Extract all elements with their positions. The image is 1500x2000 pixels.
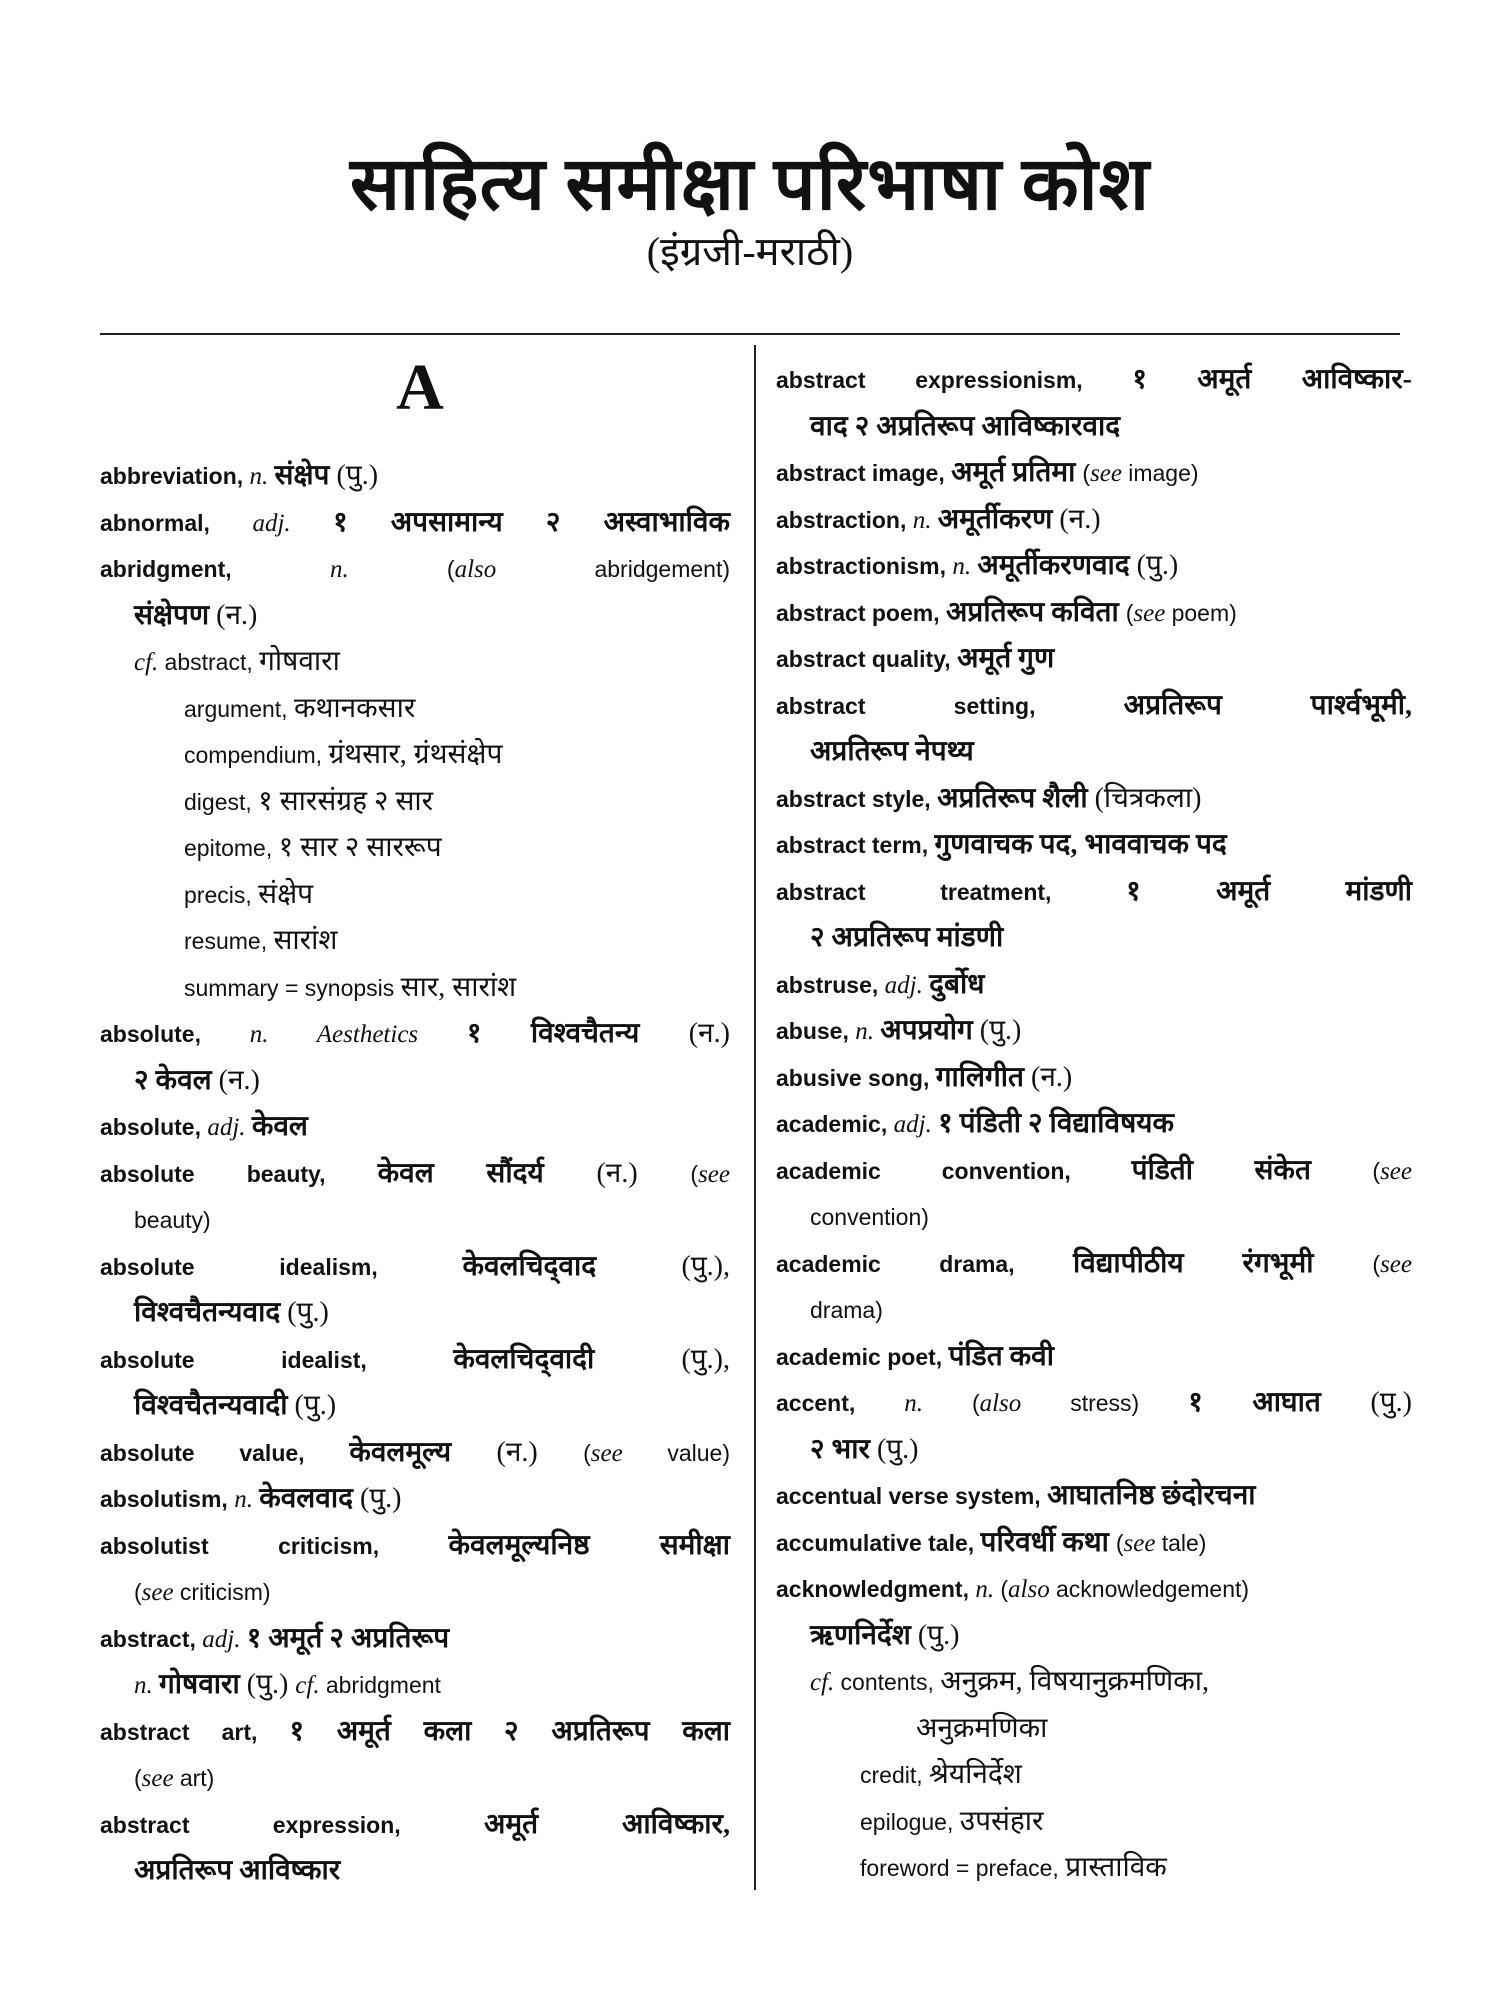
entry-text: resume,: [184, 928, 274, 954]
entry-text: image): [1128, 460, 1199, 486]
dictionary-entry: [100, 1104, 730, 1151]
entry-text: (पु.): [294, 1390, 337, 1421]
entry-text: गुणवाचक पद, भाववाचक पद: [934, 829, 1227, 860]
grammar-note: cf.: [134, 649, 165, 676]
entry-text: abridgment: [325, 1672, 441, 1698]
entry-text: केवलवाद: [259, 1483, 360, 1514]
page-title: साहित्य समीक्षा परिभाषा कोश: [349, 144, 1151, 226]
grammar-note: adj.: [202, 1625, 247, 1653]
headword: abnormal,: [100, 509, 253, 536]
entry-text: (पु.): [1136, 550, 1179, 581]
entry-text: अमूर्त प्रतिमा: [951, 457, 1083, 488]
dictionary-entry: [100, 1151, 730, 1198]
entry-continuation: [776, 729, 1412, 776]
entry-text: (: [1115, 1529, 1124, 1556]
entry-text: (पु.),: [681, 1250, 730, 1282]
entry-continuation: [100, 1848, 730, 1895]
headword: abuse,: [776, 1018, 856, 1044]
entry-text: केवलचिद्‌वाद: [462, 1250, 682, 1282]
grammar-note: n.: [329, 556, 447, 583]
headword: abstract expression,: [100, 1811, 484, 1838]
entry-text: विद्यापीठीय रंगभूमी: [1072, 1247, 1373, 1279]
headword: abridgment,: [100, 556, 330, 582]
dictionary-entry: [100, 453, 730, 500]
entry-text: abridgement): [594, 556, 730, 582]
entry-text: poem): [1171, 599, 1237, 626]
entry-text: convention): [810, 1204, 929, 1230]
entry-continuation: [100, 872, 730, 919]
grammar-note: see: [590, 1439, 668, 1467]
entry-continuation: [100, 918, 730, 965]
entry-text: गालिगीत: [935, 1061, 1031, 1093]
grammar-note: adj.: [252, 509, 334, 537]
entry-continuation: [100, 1383, 730, 1430]
headword: abstract quality,: [776, 646, 958, 672]
entry-text: (न.): [218, 1064, 260, 1096]
dictionary-entry: [100, 1244, 730, 1291]
grammar-note: n.: [134, 1672, 159, 1699]
entry-text: (पु.): [876, 1433, 919, 1465]
entry-text: stress): [1070, 1390, 1189, 1416]
headword: accent,: [776, 1390, 905, 1416]
entry-text: सार, सारांश: [400, 971, 517, 1003]
grammar-note: see: [1380, 1157, 1412, 1185]
entry-text: precis,: [184, 881, 259, 908]
entry-continuation: [100, 1569, 730, 1616]
grammar-note: cf.: [295, 1672, 326, 1699]
headword: academic convention,: [776, 1157, 1132, 1184]
dictionary-entry: [100, 1337, 730, 1384]
dictionary-entry: [776, 776, 1412, 823]
entry-continuation: [776, 1799, 1412, 1846]
entry-continuation: [776, 915, 1412, 962]
entry-text: acknowledgement): [1055, 1576, 1250, 1602]
entry-continuation: [100, 686, 730, 733]
entry-continuation: [100, 1197, 730, 1244]
entry-text: केवलमूल्य: [349, 1436, 497, 1468]
section-letter: A: [396, 351, 444, 424]
entry-text: वाद २ अप्रतिरूप आविष्कारवाद: [810, 410, 1121, 442]
entry-continuation: [100, 1290, 730, 1337]
grammar-note: n.: [249, 463, 275, 490]
headword: abstraction,: [776, 506, 913, 533]
dictionary-entry: [100, 1616, 730, 1663]
headword: abstractionism,: [776, 553, 953, 579]
headword: absolute idealist,: [100, 1346, 454, 1373]
dictionary-entry: [776, 1473, 1412, 1520]
headword: absolute idealism,: [100, 1253, 463, 1280]
headword: abstract image,: [776, 460, 952, 486]
dictionary-entry: [776, 683, 1412, 730]
entry-text: १ सारसंग्रह २ सार: [258, 785, 434, 817]
dictionary-entry: [776, 1241, 1412, 1288]
grammar-note: cf.: [810, 1669, 841, 1696]
entry-text: श्रेयनिर्देश: [929, 1759, 1022, 1790]
grammar-note: also: [454, 556, 595, 583]
entry-text: (: [1000, 1576, 1009, 1602]
entry-text: criticism): [179, 1579, 271, 1605]
headword: abstract art,: [100, 1718, 290, 1745]
entry-text: (: [1372, 1250, 1381, 1277]
entry-text: (: [690, 1160, 699, 1187]
entry-text: १ अपसामान्य २ अस्वाभाविक: [333, 506, 730, 538]
entry-continuation: [776, 1287, 1412, 1334]
entry-text: कथानकसार: [293, 692, 416, 724]
entry-text: अपप्रयोग: [880, 1015, 980, 1046]
entry-continuation: [776, 1613, 1412, 1660]
entry-text: drama): [810, 1297, 883, 1323]
entry-continuation: [100, 965, 730, 1012]
entry-text: (: [971, 1390, 980, 1416]
dictionary-entry: [776, 1055, 1412, 1102]
entry-text: १ अमूर्त आविष्कार-: [1132, 364, 1412, 395]
headword: accumulative tale,: [776, 1529, 981, 1556]
entry-text: art): [179, 1765, 215, 1791]
grammar-note: see: [698, 1160, 730, 1188]
entry-text: केवलचिद्‌वादी: [453, 1343, 682, 1375]
entry-text: १ विश्वचैतन्य: [466, 1018, 689, 1049]
grammar-note: n. Aesthetics: [249, 1021, 467, 1048]
entry-continuation: [776, 1706, 1412, 1753]
headword: abstract poem,: [776, 599, 946, 626]
headword: absolute beauty,: [100, 1160, 378, 1187]
entry-text: contents,: [840, 1669, 941, 1695]
entry-text: अमूर्त गुण: [957, 643, 1055, 674]
dictionary-entry: [100, 1802, 730, 1849]
entry-text: (न.): [688, 1018, 730, 1049]
dictionary-entry: [776, 1380, 1412, 1427]
entry-continuation: [776, 404, 1412, 451]
headword: abstract treatment,: [776, 878, 1127, 905]
grammar-note: n.: [904, 1390, 972, 1417]
grammar-note: n.: [975, 1576, 1001, 1603]
entry-text: (न.): [216, 599, 258, 631]
entry-text: विश्वचैतन्यवाद: [134, 1297, 288, 1328]
entry-text: आघातनिष्ठ छंदोरचना: [1047, 1480, 1256, 1511]
entry-text: beauty): [134, 1207, 211, 1233]
headword: academic poet,: [776, 1343, 949, 1370]
dictionary-entry: [100, 1430, 730, 1477]
grammar-note: n.: [912, 506, 938, 534]
dictionary-entry: [776, 1334, 1412, 1381]
entry-text: epilogue,: [860, 1808, 960, 1835]
grammar-note: see: [1133, 599, 1172, 627]
grammar-note: n.: [855, 1018, 881, 1045]
grammar-note: n.: [952, 553, 978, 580]
headword: abstract setting,: [776, 692, 1124, 719]
headword: absolute,: [100, 1021, 250, 1047]
headword: abstruse,: [776, 971, 885, 998]
entry-text: २ केवल: [134, 1064, 219, 1096]
entry-text: संक्षेप: [274, 460, 337, 491]
entry-text: २ भार: [810, 1433, 877, 1465]
entry-text: १ अमूर्त मांडणी: [1126, 875, 1412, 907]
headword: abstract style,: [776, 785, 938, 812]
headword: absolutism,: [100, 1486, 235, 1512]
entry-text: केवल सौंदर्य: [377, 1157, 597, 1189]
entry-continuation: [100, 732, 730, 779]
entry-continuation: [100, 1058, 730, 1105]
entry-text: २ अप्रतिरूप मांडणी: [810, 922, 1004, 953]
entry-text: १ अमूर्त कला २ अप्रतिरूप कला: [289, 1715, 730, 1747]
grammar-note: adj.: [884, 971, 930, 999]
entry-text: अप्रतिरूप कविता: [946, 596, 1126, 628]
entry-text: अमूर्तीकरणवाद: [977, 550, 1137, 581]
entry-text: (न.): [1031, 1061, 1073, 1093]
entry-text: (: [446, 556, 455, 582]
entry-text: (न.): [596, 1157, 691, 1189]
grammar-note: see: [1090, 460, 1129, 487]
entry-continuation: [100, 639, 730, 686]
headword: abstract,: [100, 1625, 203, 1652]
dictionary-entry: [100, 1709, 730, 1756]
dictionary-entry: [776, 1148, 1412, 1195]
entry-text: पंडिती संकेत: [1131, 1154, 1373, 1186]
dictionary-entry: [776, 1101, 1412, 1148]
entry-text: अप्रतिरूप आविष्कार: [134, 1855, 341, 1886]
entry-text: compendium,: [184, 742, 329, 768]
entry-text: (चित्रकला): [1094, 782, 1202, 814]
headword: academic,: [776, 1111, 894, 1137]
right-column: [776, 357, 1412, 1892]
entry-text: (: [1372, 1157, 1381, 1184]
entry-continuation: [776, 1845, 1412, 1892]
dictionary-entry: [776, 590, 1412, 637]
page-subtitle: (इंग्रजी-मराठी): [646, 229, 854, 274]
headword: academic drama,: [776, 1250, 1073, 1277]
entry-continuation: [776, 1194, 1412, 1241]
headword: absolute value,: [100, 1439, 350, 1466]
entry-text: अनुक्रमणिका: [916, 1712, 1048, 1744]
entry-text: (पु.): [336, 460, 379, 491]
entry-text: १ सार २ साररूप: [278, 832, 442, 863]
entry-text: अमूर्त आविष्कार,: [483, 1808, 730, 1840]
dictionary-entry: [776, 1566, 1412, 1613]
entry-text: (न.): [1059, 503, 1101, 535]
entry-text: पंडित कवी: [948, 1340, 1054, 1372]
entry-text: (पु.): [359, 1483, 402, 1514]
dictionary-entry: [776, 869, 1412, 916]
entry-text: १ अमूर्त २ अप्रतिरूप: [246, 1622, 450, 1654]
entry-text: (: [134, 1765, 142, 1791]
entry-continuation: [100, 1755, 730, 1802]
entry-text: argument,: [184, 695, 294, 722]
entry-text: foreword = preface,: [860, 1855, 1066, 1881]
dictionary-entry: [776, 543, 1412, 590]
entry-text: (पु.): [287, 1297, 329, 1328]
entry-text: (: [134, 1579, 142, 1605]
entry-continuation: [776, 1659, 1412, 1706]
entry-continuation: [776, 1752, 1412, 1799]
entry-text: अप्रतिरूप पार्श्वभूमी,: [1123, 689, 1412, 721]
dictionary-entry: [100, 546, 730, 593]
headword: abstract expressionism,: [776, 367, 1133, 393]
entry-text: १ पंडिती २ विद्याविषयक: [938, 1108, 1175, 1139]
entry-text: credit,: [860, 1762, 930, 1788]
entry-text: (न.): [496, 1436, 584, 1468]
entry-text: गोषवारा: [259, 646, 340, 677]
entry-text: १ आघात: [1188, 1387, 1371, 1418]
entry-text: संक्षेपण: [134, 599, 217, 631]
entry-text: summary = synopsis: [184, 974, 401, 1001]
entry-text: (पु.),: [681, 1343, 730, 1375]
entry-text: केवल: [251, 1111, 308, 1142]
entry-text: गोषवारा: [159, 1669, 247, 1700]
entry-text: tale): [1161, 1529, 1207, 1556]
dictionary-entry: [100, 1476, 730, 1523]
entry-continuation: [100, 779, 730, 826]
headword: accentual verse system,: [776, 1483, 1048, 1509]
entry-text: दुर्बोध: [929, 968, 985, 1000]
grammar-note: also: [979, 1390, 1071, 1417]
entry-text: अनुक्रम, विषयानुक्रमणिका,: [940, 1666, 1209, 1697]
entry-continuation: [776, 1427, 1412, 1474]
headword: absolute,: [100, 1114, 208, 1140]
dictionary-entry: [776, 962, 1412, 1009]
dictionary-entry: [776, 357, 1412, 404]
entry-text: विश्वचैतन्यवादी: [134, 1390, 295, 1421]
grammar-note: n.: [234, 1486, 260, 1513]
dictionary-entry: [100, 500, 730, 547]
headword: abstract term,: [776, 832, 935, 858]
grammar-note: see: [141, 1765, 180, 1792]
entry-continuation: [100, 593, 730, 640]
entry-continuation: [100, 1662, 730, 1709]
entry-text: अमूर्तीकरण: [937, 503, 1060, 535]
dictionary-entry: [776, 450, 1412, 497]
headword: acknowledgment,: [776, 1576, 976, 1602]
grammar-note: see: [1123, 1529, 1162, 1557]
dictionary-entry: [776, 1008, 1412, 1055]
dictionary-entry: [776, 636, 1412, 683]
left-column: [100, 453, 730, 1895]
dictionary-entry: [776, 822, 1412, 869]
grammar-note: see: [1380, 1250, 1412, 1278]
entry-text: सारांश: [273, 925, 338, 956]
entry-text: (पु.): [1370, 1387, 1412, 1418]
dictionary-entry: [776, 497, 1412, 544]
entry-text: (पु.): [917, 1619, 960, 1651]
entry-text: (पु.): [979, 1015, 1022, 1046]
entry-text: उपसंहार: [959, 1805, 1044, 1837]
grammar-note: adj.: [207, 1114, 252, 1141]
column-divider: [754, 345, 756, 1890]
entry-text: value): [667, 1439, 730, 1466]
grammar-note: see: [141, 1579, 180, 1606]
horizontal-divider: [100, 333, 1400, 335]
entry-text: अप्रतिरूप शैली: [937, 782, 1095, 814]
entry-text: प्रास्ताविक: [1065, 1852, 1167, 1883]
entry-text: संक्षेप: [258, 878, 314, 910]
entry-text: (: [583, 1439, 591, 1466]
grammar-note: also: [1008, 1576, 1056, 1603]
entry-text: (: [1082, 460, 1091, 486]
entry-continuation: [100, 825, 730, 872]
entry-text: परिवर्धी कथा: [980, 1526, 1116, 1558]
entry-text: केवलमूल्यनिष्ठ समीक्षा: [448, 1529, 730, 1561]
grammar-note: adj.: [893, 1111, 939, 1138]
dictionary-entry: [100, 1523, 730, 1570]
entry-text: अप्रतिरूप नेपथ्य: [810, 736, 974, 767]
headword: abbreviation,: [100, 463, 250, 489]
headword: abusive song,: [776, 1064, 936, 1091]
entry-text: (: [1125, 599, 1134, 626]
entry-text: ग्रंथसार, ग्रंथसंक्षेप: [328, 739, 503, 770]
entry-text: epitome,: [184, 835, 279, 861]
entry-text: abstract,: [164, 649, 260, 675]
entry-text: digest,: [184, 788, 259, 815]
entry-text: ऋणनिर्देश: [810, 1619, 918, 1651]
entry-text: (पु.): [246, 1669, 296, 1700]
headword: absolutist criticism,: [100, 1532, 449, 1559]
dictionary-entry: [100, 1011, 730, 1058]
dictionary-entry: [776, 1520, 1412, 1567]
